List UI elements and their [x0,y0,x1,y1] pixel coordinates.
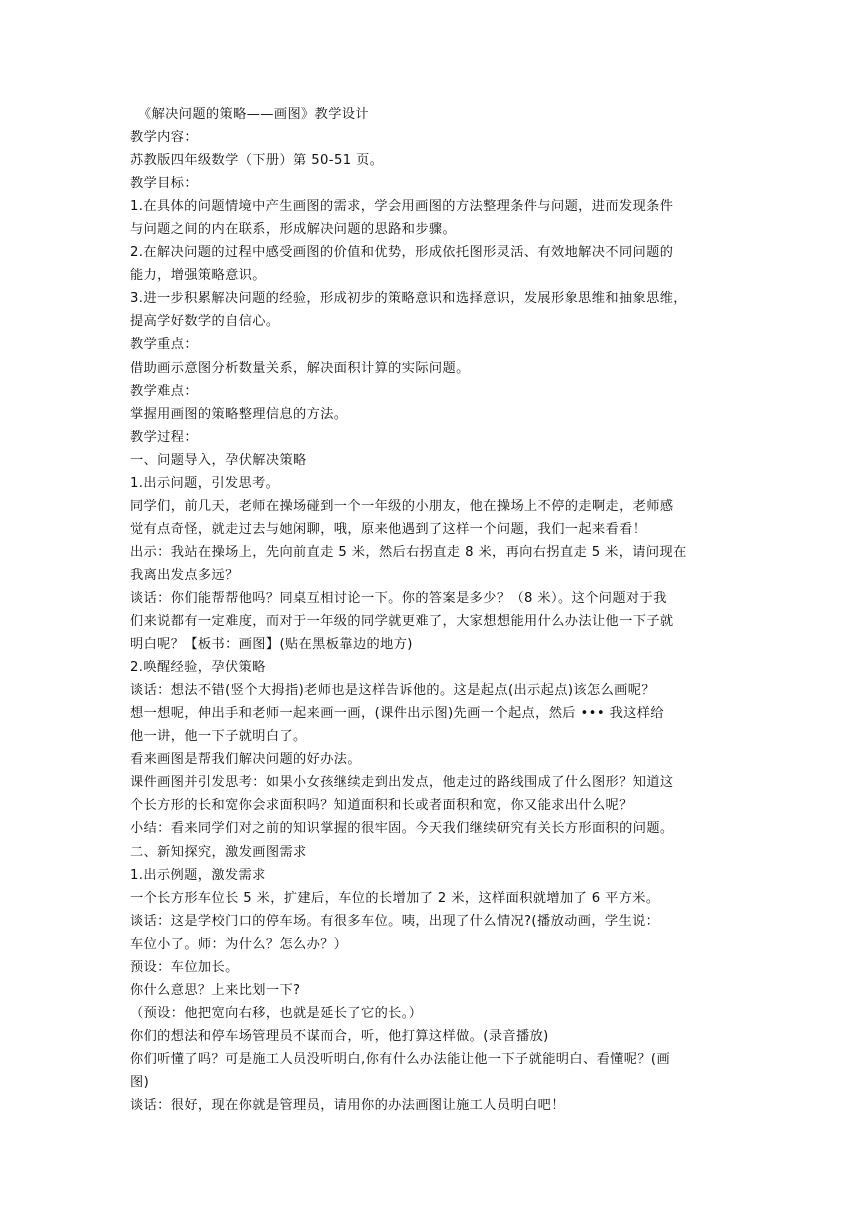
text-line: 教学内容： [130,130,198,146]
text-line: 你们听懂了吗？可是施工人员没听明白,你有什么办法能让他一下子就能明白、看懂呢？(画 [130,1051,671,1067]
text-line: 谈话：这是学校门口的停车场。有很多车位。咦，出现了什么情况?(播放动画，学生说： [130,913,660,929]
text-line: 苏教版四年级数学（下册）第 50-51 页。 [130,153,384,169]
text-line: 明白呢？【板书：画图】(贴在黑板靠边的地方) [130,637,413,653]
text-line: 1.出示问题，引发思考。 [130,475,280,491]
text-line: 看来画图是帮我们解决问题的好办法。 [130,752,361,768]
text-line: 我离出发点多远？ [130,567,239,583]
text-line: 一、问题导入，孕伏解决策略 [130,452,307,468]
text-line: 同学们，前几天，老师在操场碰到一个一年级的小朋友，他在操场上不停的走啊走，老师感 [130,498,674,514]
text-line: 他一讲，他一下子就明白了。 [130,729,307,745]
text-line: 能力，增强策略意识。 [130,268,266,284]
text-line: 个长方形的长和宽你会求面积吗？知道面积和长或者面积和宽，你又能求出什么呢？ [130,798,633,814]
text-line: 2.在解决问题的过程中感受画图的价值和优势，形成依托图形灵活、有效地解决不同问题的 [130,245,674,261]
document-title: 《解决问题的策略——画图》教学设计 [138,107,369,122]
text-line: 觉有点奇怪，就走过去与她闲聊，哦，原来他遇到了这样一个问题，我们一起来看看！ [130,521,647,537]
text-line: 出示：我站在操场上，先向前直走 5 米，然后右拐直走 8 米，再向右拐直走 5 米，请问现在 [130,544,687,560]
text-line: 图) [130,1074,150,1090]
text-line: 课件画图并引发思考：如果小女孩继续走到出发点，他走过的路线围成了什么图形？知道这 [130,775,674,791]
text-line: 预设：车位加长。 [130,959,239,975]
text-line: 你什么意思？上来比划一下? [130,982,301,998]
text-line: 1.出示例题，激发需求 [130,867,266,883]
text-line: 掌握用画图的策略整理信息的方法。 [130,406,348,422]
text-line: 小结：看来同学们对之前的知识掌握的很牢固。今天我们继续研究有关长方形面积的问题。 [130,821,674,837]
text-line: 教学重点： [130,337,198,353]
text-line: 2.唤醒经验，孕伏策略 [130,660,266,676]
text-line: 教学目标： [130,176,198,192]
text-line: 二、新知探究，激发画图需求 [130,844,307,860]
text-line: 你们的想法和停车场管理员不谋而合，听，他打算这样做。(录音播放) [130,1028,549,1044]
text-line: 谈话：你们能帮帮他吗？同桌互相讨论一下。你的答案是多少？（8 米）。这个问题对于我 [130,590,667,606]
text-line: 教学难点： [130,383,198,399]
text-line: 一个长方形车位长 5 米，扩建后，车位的长增加了 2 米，这样面积就增加了 6 平方米。 [130,890,660,906]
text-line: 们来说都有一定难度，而对于一年级的同学就更难了，大家想想能用什么办法让他一下子就 [130,614,674,630]
text-line: 谈话：很好，现在你就是管理员，请用你的办法画图让施工人员明白吧！ [130,1098,565,1114]
text-line: 3.进一步积累解决问题的经验，形成初步的策略意识和选择意识，发展形象思维和抽象思维， [130,291,687,307]
text-line: 谈话：想法不错(竖个大拇指)老师也是这样告诉他的。这是起点(出示起点)该怎么画呢？ [130,683,655,699]
text-line: 想一想呢，伸出手和老师一起来画一画，(课件出示图)先画一个起点，然后 ••• 我这样给 [130,706,664,722]
text-line: 与问题之间的内在联系，形成解决问题的思路和步骤。 [130,222,457,238]
text-line: 提高学好数学的自信心。 [130,314,280,330]
text-line: 借助画示意图分析数量关系，解决面积计算的实际问题。 [130,360,470,376]
document-body [130,103,732,1117]
text-line: （预设：他把宽向右移，也就是延长了它的长。） [130,1005,423,1021]
text-line: 1.在具体的问题情境中产生画图的需求，学会用画图的方法整理条件与问题，进而发现条件 [130,199,674,215]
text-line: 车位小了。师：为什么？怎么办？） [130,936,348,952]
text-line: 教学过程： [130,429,198,445]
